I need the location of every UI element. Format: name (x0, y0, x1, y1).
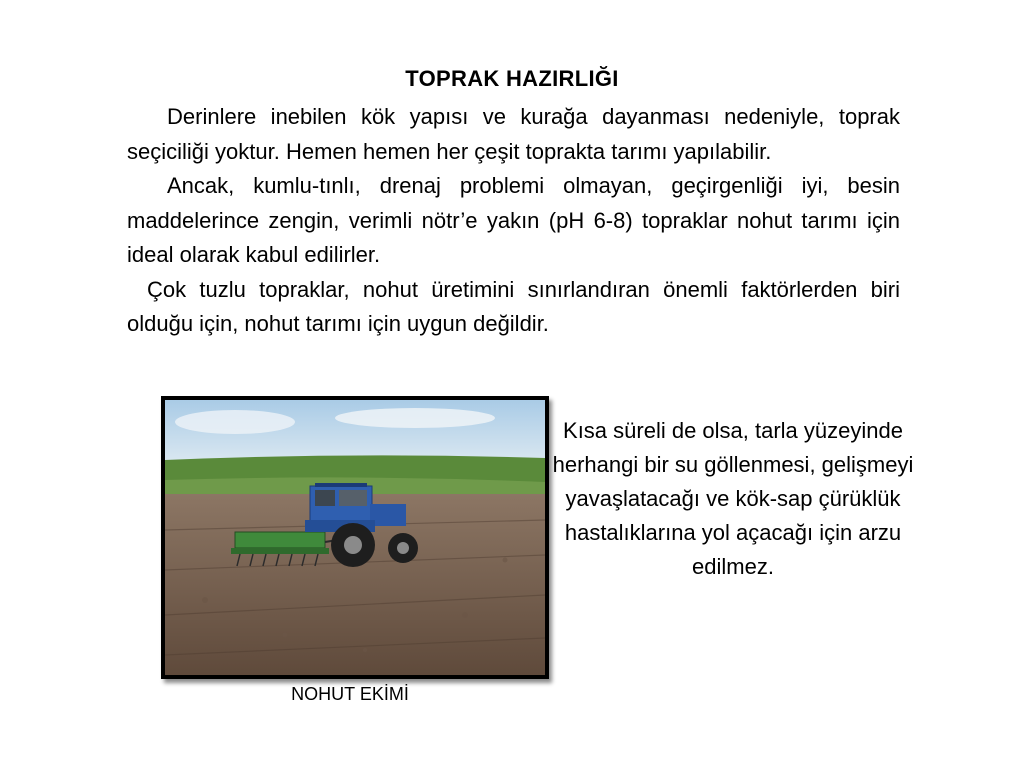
paragraph-1: Derinlere inebilen kök yapısı ve kurağa dayanması nedeniyle, toprak seçiciliği yoktur. Hemen hemen her çeşit toprakta tarımı yapılabilir. (127, 104, 900, 164)
side-note: Kısa süreli de olsa, tarla yüzeyinde herhangi bir su göllenmesi, gelişmeyi yavaşlatacağı ve kök-sap çürüklük hastalıklarına yol açacağı için arzu edilmez. (552, 418, 914, 579)
tractor-sowing-photo (161, 396, 549, 679)
slide-title: TOPRAK HAZIRLIĞI (405, 66, 619, 91)
paragraph-2: Ancak, kumlu-tınlı, drenaj problemi olmayan, geçirgenliği iyi, besin maddelerince zengin, verimli nötr’e yakın (pH 6-8) topraklar nohut tarımı için ideal olarak kabul edilirler. (127, 173, 900, 267)
photo-caption: NOHUT EKİMİ (291, 684, 409, 704)
paragraph-3: Çok tuzlu topraklar, nohut üretimini sınırlandıran önemli faktörlerden biri olduğu için, nohut tarımı için uygun değildir. (127, 276, 900, 336)
main-text (127, 100, 900, 342)
